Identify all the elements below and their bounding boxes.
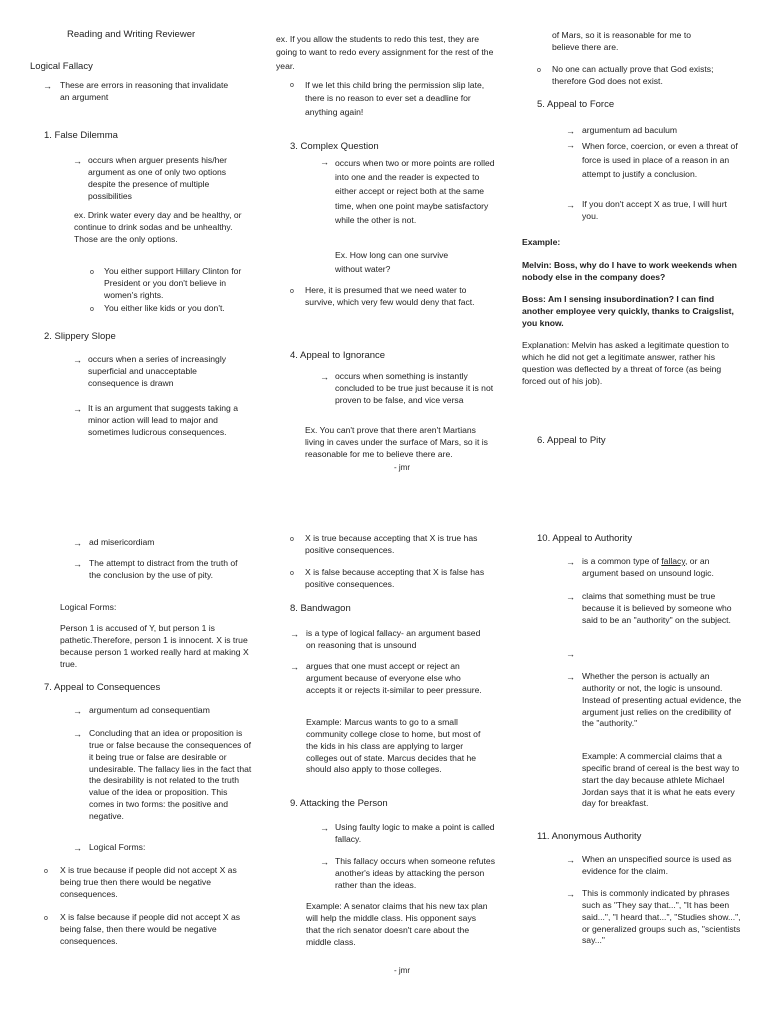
heading-false-dilemma: 1. False Dilemma [44, 130, 118, 141]
bullet-text: Logical Forms: [89, 842, 146, 852]
circle-bullet-icon: o [90, 306, 94, 313]
right-arrow-icon: → [73, 355, 82, 365]
bullet-text: argues that one must accept or reject an argument because of everyone else who accepts it or rejects it-similar to peer pressure. [306, 661, 482, 695]
heading-anonymous-authority: 11. Anonymous Authority [537, 831, 642, 842]
heading-bandwagon: 8. Bandwagon [290, 603, 351, 614]
sub-bullet-text: Here, it is presumed that we need water to survive, which very few would deny that fact. [305, 285, 475, 307]
fallacy-link[interactable]: fallacy [661, 556, 686, 566]
bullet-text: argumentum ad baculum [582, 125, 678, 135]
bullet-text: occurs when something is instantly concluded to be true just because it is not proven to be false, and vice versa [335, 371, 494, 405]
form-text: X is false because if people did not accept X as being false, then there would be negative consequences. [60, 912, 241, 946]
heading-slippery-slope: 2. Slippery Slope [44, 331, 116, 342]
bullet-text: This fallacy occurs when someone refutes another's ideas by attacking the person rather than the ideas. [335, 856, 496, 890]
heading-appeal-to-force: 5. Appeal to Force [537, 99, 615, 110]
right-arrow-icon: → [73, 559, 82, 569]
form-text: X is false because accepting that X is false has positive consequences. [305, 567, 485, 589]
right-arrow-icon: → [566, 126, 575, 136]
bullet-text: occurs when two or more points are rolled into one and the reader is expected to either accept or reject both at the same time, when one point maybe satisfactory while the other is not. [335, 158, 495, 225]
example-text: Ex. How long can one survive without water? [335, 250, 449, 275]
page-footer: - jmr [394, 966, 410, 975]
bullet-text: claims that something must be true because it is believed by someone who said to be an "authority" on the subject. [582, 591, 732, 625]
circle-bullet-icon: o [44, 868, 48, 875]
right-arrow-icon: → [566, 672, 575, 682]
circle-bullet-icon: o [90, 269, 94, 276]
dialogue-text: Boss: Am I sensing insubordination? I can find another employee very quickly, thanks to Craigslist, you know. [522, 294, 734, 328]
logical-form-text: Person 1 is accused of Y, but person 1 is pathetic.Therefore, person 1 is innocent. X is true because person 1 worked really hard at making X true. [60, 623, 249, 669]
sub-bullet-text: If we let this child bring the permission slip late, there is no reason to ever set a deadline for anything again! [305, 80, 485, 117]
bullet-text: Using faulty logic to make a point is called fallacy. [335, 822, 495, 844]
sub-bullet-text: No one can actually prove that God exists; therefore God does not exist. [552, 64, 714, 86]
right-arrow-icon: → [566, 557, 575, 567]
sub-bullet-text: You either like kids or you don't. [104, 303, 225, 313]
bullet-text: When force, coercion, or even a threat of force is used in place of a reason in an attempt to justify a conclusion. [582, 141, 738, 180]
bullet-text: occurs when a series of increasingly superficial and unacceptable consequence is drawn [88, 354, 227, 388]
right-arrow-icon: → [320, 857, 329, 867]
bullet-text: argumentum ad consequentiam [89, 705, 210, 715]
right-arrow-icon: → [566, 889, 575, 899]
bullet-text: If you don't accept X as true, I will hurt you. [582, 199, 727, 221]
right-arrow-icon: → [73, 404, 82, 414]
right-arrow-icon: → [320, 823, 329, 833]
page-footer: - jmr [394, 463, 410, 472]
example-continued: of Mars, so it is reasonable for me to believe there are. [552, 30, 691, 52]
example-text: ex. If you allow the students to redo this test, they are going to want to redo every assignment for the rest of the year. [276, 34, 494, 71]
right-arrow-icon: → [290, 629, 299, 639]
bullet-text: Concluding that an idea or proposition is true or false because the consequences of it being true or false are desirable or undesirable. The fallacy lies in the fact that the desirability is not related to the truth value of the idea or proposition. This comes in two forms: the positive and negative. [89, 728, 252, 822]
page-title: Reading and Writing Reviewer [67, 29, 196, 40]
example-label: Example: [522, 237, 561, 247]
example-text: Example: A senator claims that his new tax plan will help the middle class. His opponent says that the rich senator doesn't care about the middle class. [306, 901, 488, 947]
dialogue-text: Melvin: Boss, why do I have to work weekends when nobody else in the company does? [522, 260, 737, 282]
heading-appeal-to-authority: 10. Appeal to Authority [537, 533, 633, 544]
example-text: Example: A commercial claims that a specific brand of cereal is the best way to start the day because athlete Michael Jordan says that it is what he eats every day for breakfast. [582, 751, 740, 809]
bullet-text: ad misericordiam [89, 537, 155, 547]
right-arrow-icon: → [73, 843, 82, 853]
heading-appeal-to-pity: 6. Appeal to Pity [537, 435, 606, 446]
form-text: X is true because accepting that X is true has positive consequences. [305, 533, 478, 555]
right-arrow-icon: → [320, 372, 329, 382]
example-text: Example: Marcus wants to go to a small community college close to home, but most of the kids in his class are applying to larger colleges out of state. Marcus decides that he should also apply to those colleges. [306, 717, 481, 775]
right-arrow-icon: → [320, 157, 329, 167]
definition-text: These are errors in reasoning that invalidate an argument [60, 80, 229, 102]
bullet-text: Whether the person is actually an authority or not, the logic is unsound. Instead of presenting actual evidence, the argument just relies on the credibility of the "authority." [582, 671, 742, 729]
right-arrow-icon: → [566, 592, 575, 602]
circle-bullet-icon: o [537, 67, 541, 74]
bullet-text: This is commonly indicated by phrases such as "They say that...", "It has been said...", "I heard that...", "Studies show...", or generalized groups such as, "scientists say..." [582, 888, 741, 946]
section-heading: Logical Fallacy [30, 61, 93, 72]
right-arrow-icon: → [73, 706, 82, 716]
logical-forms-label: Logical Forms: [60, 602, 117, 612]
example-text: ex. Drink water every day and be healthy, or continue to drink sodas and be unhealthy. Those are the only options. [74, 210, 242, 244]
right-arrow-icon: → [43, 81, 52, 91]
bullet-text: is a type of logical fallacy- an argument based on reasoning that is unsound [306, 628, 481, 650]
explanation-text: Explanation: Melvin has asked a legitimate question to which he did not get a legitimate answer, rather his question was deflected by a threat of force (as being forced out of his job). [522, 340, 729, 386]
right-arrow-icon: → [566, 855, 575, 865]
circle-bullet-icon: o [290, 82, 294, 89]
circle-bullet-icon: o [290, 570, 294, 577]
right-arrow-icon: → [566, 649, 575, 659]
heading-complex-question: 3. Complex Question [290, 141, 379, 152]
bullet-text: occurs when arguer presents his/her argument as one of only two options despite the presence of multiple possibilities [88, 155, 228, 201]
right-arrow-icon: → [73, 156, 82, 166]
example-text: Ex. You can't prove that there aren't Martians living in caves under the surface of Mars, so it is reasonable for me to believe there are. [305, 425, 488, 459]
bullet-text: is a common type of fallacy, or an argument based on unsound logic. [582, 556, 714, 578]
sub-bullet-text: You either support Hillary Clinton for President or you don't believe in women's rights. [104, 266, 242, 300]
circle-bullet-icon: o [290, 288, 294, 295]
heading-appeal-to-ignorance: 4. Appeal to Ignorance [290, 350, 386, 361]
bullet-text: The attempt to distract from the truth of the conclusion by the use of pity. [89, 558, 238, 580]
page-2 [0, 512, 768, 1024]
right-arrow-icon: → [290, 662, 299, 672]
right-arrow-icon: → [566, 140, 575, 150]
bullet-text: When an unspecified source is used as evidence for the claim. [582, 854, 732, 876]
circle-bullet-icon: o [290, 536, 294, 543]
right-arrow-icon: → [73, 538, 82, 548]
bullet-text: It is an argument that suggests taking a minor action will lead to major and sometimes ludicrous consequences. [88, 403, 239, 437]
form-text: X is true because if people did not accept X as being true then there would be negative consequences. [60, 865, 237, 899]
heading-attacking-the-person: 9. Attacking the Person [290, 798, 388, 809]
heading-appeal-to-consequences: 7. Appeal to Consequences [44, 682, 161, 693]
right-arrow-icon: → [566, 200, 575, 210]
circle-bullet-icon: o [44, 915, 48, 922]
right-arrow-icon: → [73, 729, 82, 739]
